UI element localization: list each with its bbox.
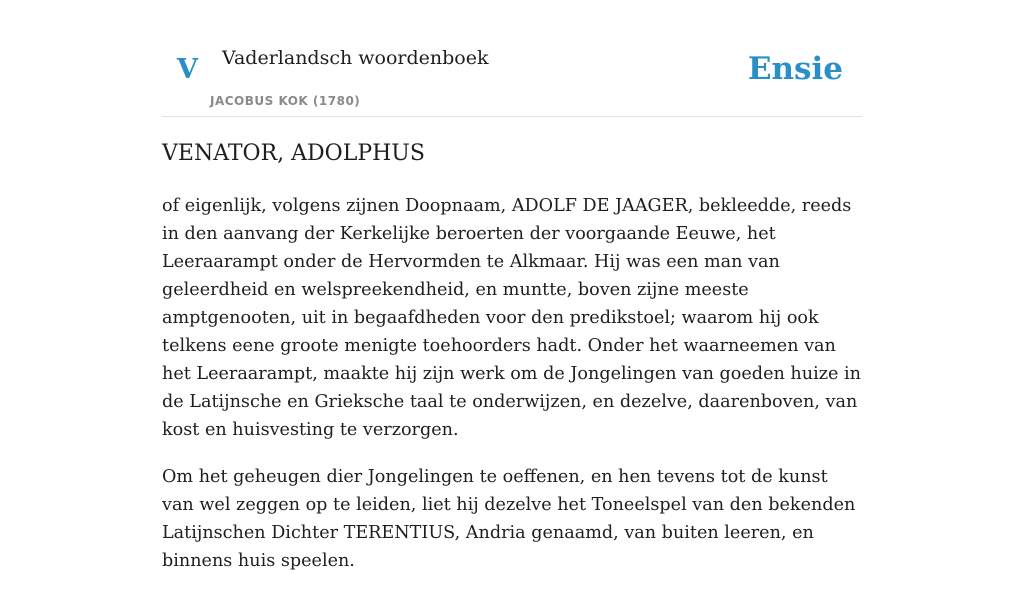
entry-paragraph: Om het geheugen dier Jongelingen te oeffenen, en hen tevens tot de kunst van wel zeggen op te leiden, liet hij dezelve het Toneelspel van den bekenden Latijnschen Dichter TERENTIUS, Andria genaamd, van buiten leeren, en binnens huis speelen. [162,467,856,571]
entry-title: VENATOR, ADOLPHUS [162,141,425,166]
book-letter-badge[interactable]: V [177,54,198,85]
ensie-logo-link[interactable]: Ensie [747,51,843,87]
page [162,0,862,571]
book-header [162,0,862,117]
book-title-link[interactable]: Vaderlandsch woordenboek [222,47,489,69]
book-author: JACOBUS KOK (1780) [210,94,361,108]
entry-body [162,192,862,594]
entry-paragraph: of eigenlijk, volgens zijnen Doopnaam, ADOLF DE JAAGER, bekleedde, reeds in den aanvang der Kerkelijke beroerten der voorgaande Eeuwe, het Leeraarampt onder de Hervormden te Alkmaar. Hij was een man van geleerdheid en welspreekendheid, en muntte, boven zijne meeste amptgenooten, uit in begaafdheden voor den predikstoel; waarom hij ook telkens eene groote menigte toehoorders hadt. Onder het waarneemen van het Leeraarampt, maakte hij zijn werk om de Jongelingen van goeden huize in de Latijnsche en Grieksche taal te onderwijzen, en dezelve, daarenboven, van kost en huisvesting te verzorgen. [162,196,861,440]
